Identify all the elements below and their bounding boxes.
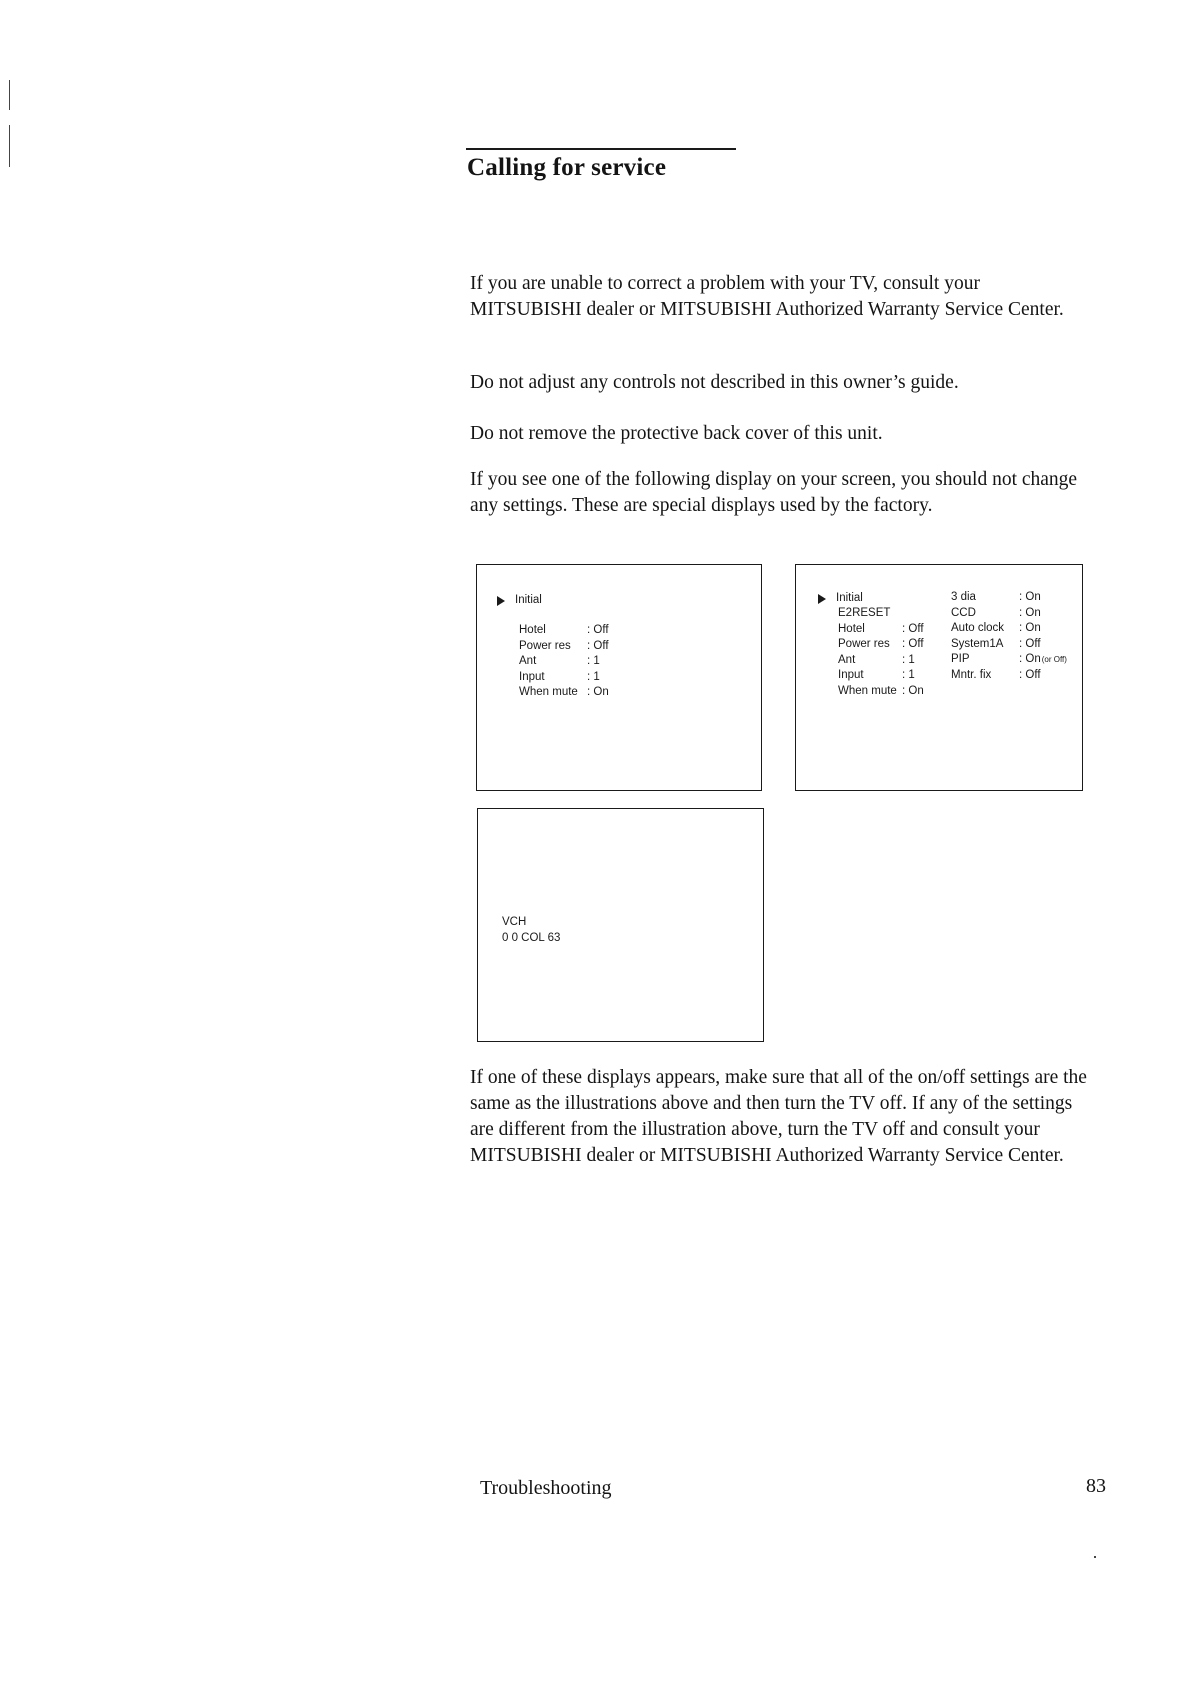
setting-value: : Off [1019, 668, 1041, 681]
setting-value: : On [1019, 591, 1041, 603]
setting-label: Mntr. fix [951, 668, 992, 681]
display-2-header: Initial [836, 592, 863, 604]
setting-row [951, 590, 1067, 606]
setting-value: : On [1019, 653, 1041, 665]
setting-label: Hotel [838, 622, 865, 635]
setting-row [519, 639, 609, 655]
setting-label: PIP [951, 653, 970, 665]
setting-label: Ant [519, 655, 537, 667]
setting-row [838, 606, 924, 622]
setting-value: : 1 [587, 670, 600, 683]
setting-row [519, 685, 609, 701]
pointer-arrow-icon [818, 594, 826, 604]
setting-row [951, 668, 1067, 684]
display-3-line-1: VCH [502, 916, 527, 928]
setting-value: : On [587, 686, 609, 698]
scan-mark [9, 80, 10, 110]
setting-label: Hotel [519, 624, 546, 636]
scan-mark [1094, 1556, 1096, 1558]
setting-label: When mute [519, 686, 578, 698]
setting-row [951, 637, 1067, 653]
display-1-header: Initial [515, 594, 542, 606]
display-1-header-row [497, 593, 542, 609]
display-2-right-settings [951, 590, 1067, 683]
setting-row [951, 652, 1067, 668]
setting-value: : Off [587, 624, 609, 636]
setting-row [519, 623, 609, 639]
paragraph-consult: If you are unable to correct a problem with your TV, consult your MITSUBISHI dealer or MITSUBISHI Authorized Warranty Service Center. [470, 273, 1064, 320]
setting-label: When mute [838, 684, 897, 697]
footer-section-name: Troubleshooting [480, 1477, 612, 1499]
setting-row [838, 684, 924, 700]
setting-row [838, 653, 924, 669]
setting-label: Auto clock [951, 622, 1005, 634]
setting-row [519, 654, 609, 670]
setting-value: : Off [587, 639, 609, 652]
paragraph-closing: If one of these displays appears, make sure that all of the on/off settings are the same as the illustrations above and then turn the TV off. If any of the settings are different from the illustration above, turn the TV off and consult your MITSUBISHI dealer or MITSUBISHI Authorized Warranty Service Center. [470, 1067, 1087, 1166]
paragraph-back-cover: Do not remove the protective back cover of this unit. [470, 423, 883, 444]
setting-label: System1A [951, 637, 1004, 650]
setting-value: : 1 [902, 669, 915, 681]
setting-row [838, 622, 924, 638]
setting-label: CCD [951, 606, 976, 619]
setting-value: : Off [902, 638, 924, 650]
display-3-line-2: 0 0 COL 63 [502, 931, 561, 944]
heading-rule [466, 148, 736, 150]
setting-row [951, 606, 1067, 622]
factory-display-1 [476, 564, 762, 791]
setting-label: Power res [838, 638, 890, 650]
scan-mark [9, 125, 10, 167]
setting-value: : On [902, 684, 924, 697]
setting-row [838, 668, 924, 684]
display-2-left-settings [838, 606, 924, 699]
page-title: Calling for service [467, 154, 667, 181]
setting-note: (or Off) [1041, 655, 1067, 664]
display-1-settings [519, 623, 609, 701]
setting-value: : Off [1019, 637, 1041, 650]
factory-display-2 [795, 564, 1083, 791]
paragraph-factory-displays: If you see one of the following display on your screen, you should not change any settings. These are special displays used by the factory. [470, 469, 1078, 516]
paragraph-controls: Do not adjust any controls not described in this owner’s guide. [470, 372, 959, 393]
setting-label: E2RESET [838, 607, 891, 619]
setting-label: Power res [519, 639, 571, 652]
setting-value: : Off [902, 622, 924, 635]
setting-row [951, 621, 1067, 637]
display-2-header-row [818, 591, 863, 607]
factory-display-3 [477, 808, 764, 1042]
setting-value: : 1 [587, 655, 600, 667]
setting-value: : 1 [902, 653, 915, 666]
setting-label: Ant [838, 653, 856, 666]
page-number: 83 [1086, 1475, 1106, 1497]
setting-label: Input [838, 669, 864, 681]
setting-value: : On [1019, 606, 1041, 619]
display-3-content [502, 915, 560, 946]
setting-label: 3 dia [951, 591, 976, 603]
setting-value: : On [1019, 622, 1041, 634]
setting-row [838, 637, 924, 653]
pointer-arrow-icon [497, 596, 505, 606]
setting-row [519, 670, 609, 686]
setting-label: Input [519, 670, 545, 683]
